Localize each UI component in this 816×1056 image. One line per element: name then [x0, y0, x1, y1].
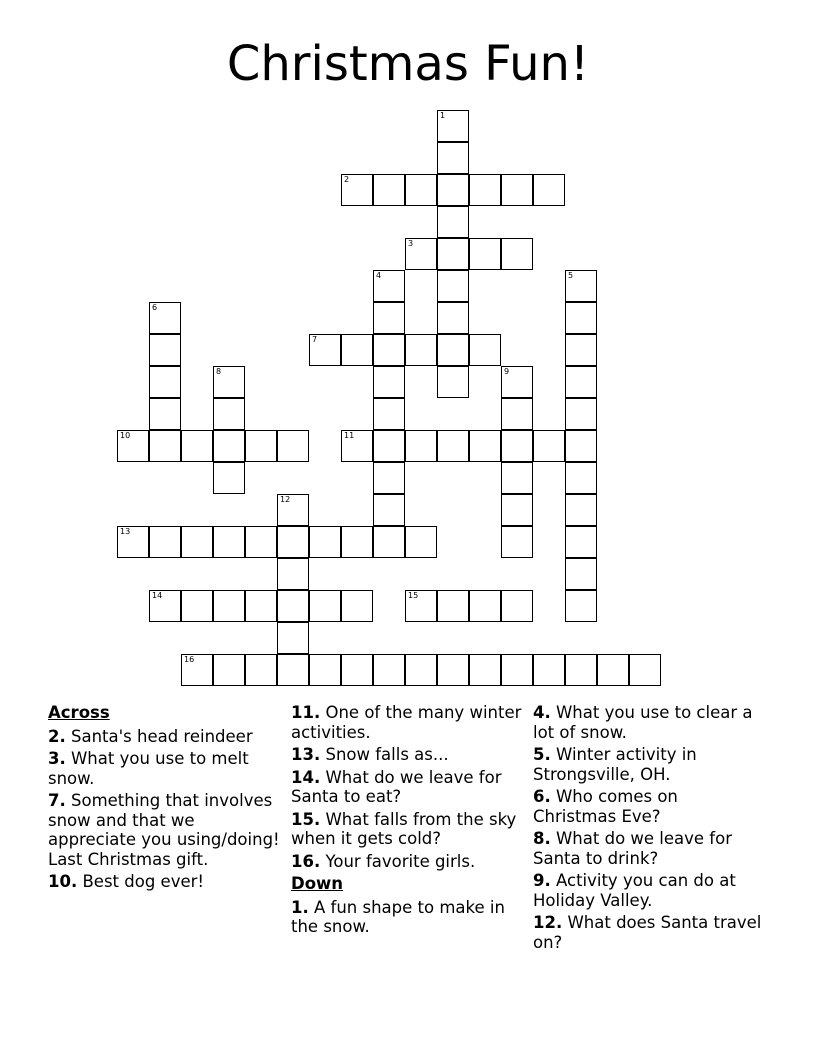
letter-input[interactable] [438, 303, 468, 333]
grid-cell[interactable] [373, 334, 405, 366]
clue-number-label: 14. [291, 767, 321, 787]
grid-cell[interactable] [565, 590, 597, 622]
letter-input[interactable] [438, 175, 468, 205]
grid-cell[interactable] [565, 430, 597, 462]
grid-cell[interactable] [469, 174, 501, 206]
letter-input[interactable] [374, 463, 404, 493]
clue-text: What do we leave for Santa to drink? [533, 829, 732, 868]
letter-input[interactable] [342, 655, 372, 685]
letter-input[interactable] [502, 463, 532, 493]
grid-cell[interactable] [501, 590, 533, 622]
grid-cell[interactable] [405, 526, 437, 558]
letter-input[interactable] [118, 431, 148, 461]
letter-input[interactable] [502, 527, 532, 557]
clue-number: 11 [344, 431, 355, 440]
grid-cell[interactable] [149, 302, 181, 334]
puzzle-title: Christmas Fun! [226, 36, 590, 92]
letter-input[interactable] [342, 527, 372, 557]
clue-number-label: 11. [291, 703, 321, 722]
letter-input[interactable] [406, 335, 436, 365]
letter-input[interactable] [406, 527, 436, 557]
letter-input[interactable] [566, 367, 596, 397]
clue-number-label: 4. [533, 703, 551, 722]
letter-input[interactable] [278, 495, 308, 525]
clue-number: 3 [408, 239, 414, 248]
letter-input[interactable] [438, 271, 468, 301]
letter-input[interactable] [566, 495, 596, 525]
letter-input[interactable] [182, 655, 212, 685]
letter-input[interactable] [566, 431, 596, 461]
grid-cell[interactable] [309, 334, 341, 366]
letter-input[interactable] [214, 591, 244, 621]
grid-cell[interactable] [565, 558, 597, 590]
letter-input[interactable] [374, 431, 404, 461]
clue-item [533, 703, 765, 742]
grid-cell[interactable] [181, 590, 213, 622]
letter-input[interactable] [246, 591, 276, 621]
letter-input[interactable] [502, 367, 532, 397]
letter-input[interactable] [566, 271, 596, 301]
clue-number: 4 [376, 271, 382, 280]
letter-input[interactable] [374, 399, 404, 429]
clue-item [533, 829, 765, 868]
clue-item [291, 810, 523, 849]
letter-input[interactable] [502, 495, 532, 525]
grid-cell[interactable] [437, 590, 469, 622]
clue-item [533, 787, 765, 826]
letter-input[interactable] [534, 175, 564, 205]
clue-text: What does Santa travel on? [533, 913, 762, 952]
letter-input[interactable] [406, 239, 436, 269]
clue-number-label: 3. [48, 749, 66, 768]
clue-text: Your favorite girls. [320, 851, 476, 871]
grid-cell[interactable] [533, 174, 565, 206]
grid-cell[interactable] [437, 366, 469, 398]
grid-cell[interactable] [341, 430, 373, 462]
clue-number-label: 9. [533, 871, 551, 890]
letter-input[interactable] [566, 399, 596, 429]
grid-cell[interactable] [437, 302, 469, 334]
clues-column-3 [533, 703, 765, 955]
letter-input[interactable] [502, 239, 532, 269]
grid-cell[interactable] [501, 654, 533, 686]
letter-input[interactable] [470, 431, 500, 461]
grid-cell[interactable] [405, 430, 437, 462]
grid-cell[interactable] [245, 430, 277, 462]
letter-input[interactable] [470, 655, 500, 685]
clue-number: 9 [504, 367, 510, 376]
clue-text: A fun shape to make in the snow. [291, 897, 505, 936]
grid-cell[interactable] [501, 174, 533, 206]
grid-cell[interactable] [565, 302, 597, 334]
grid-cell[interactable] [469, 334, 501, 366]
grid-cell[interactable] [533, 654, 565, 686]
letter-input[interactable] [374, 303, 404, 333]
grid-cell[interactable] [597, 654, 629, 686]
letter-input[interactable] [534, 655, 564, 685]
grid-cell[interactable] [245, 654, 277, 686]
grid-cell[interactable] [277, 622, 309, 654]
grid-cell[interactable] [469, 430, 501, 462]
letter-input[interactable] [438, 431, 468, 461]
letter-input[interactable] [438, 239, 468, 269]
grid-cell[interactable] [373, 302, 405, 334]
grid-cell[interactable] [213, 526, 245, 558]
clue-number: 7 [312, 335, 318, 344]
clue-item [533, 745, 765, 784]
letter-input[interactable] [342, 175, 372, 205]
letter-input[interactable] [566, 303, 596, 333]
grid-cell[interactable] [565, 654, 597, 686]
grid-cell[interactable] [501, 430, 533, 462]
grid-cell[interactable] [405, 174, 437, 206]
clue-item [533, 871, 765, 910]
letter-input[interactable] [342, 431, 372, 461]
letter-input[interactable] [470, 239, 500, 269]
grid-cell[interactable] [213, 462, 245, 494]
grid-cell[interactable] [565, 366, 597, 398]
letter-input[interactable] [374, 655, 404, 685]
grid-cell[interactable] [373, 398, 405, 430]
letter-input[interactable] [374, 175, 404, 205]
clue-heading: Across [48, 703, 110, 722]
grid-cell[interactable] [373, 526, 405, 558]
clue-number-label: 8. [533, 829, 551, 848]
letter-input[interactable] [150, 399, 180, 429]
grid-cell[interactable] [373, 430, 405, 462]
letter-input[interactable] [214, 463, 244, 493]
clue-number: 8 [216, 367, 222, 376]
letter-input[interactable] [214, 655, 244, 685]
letter-input[interactable] [566, 591, 596, 621]
grid-cell[interactable] [533, 430, 565, 462]
letter-input[interactable] [310, 335, 340, 365]
grid-cell[interactable] [437, 238, 469, 270]
grid-cell[interactable] [149, 590, 181, 622]
grid-cell[interactable] [277, 430, 309, 462]
grid-cell[interactable] [469, 590, 501, 622]
clue-text: Santa's head reindeer [65, 726, 253, 746]
clue-number-label: 6. [533, 787, 551, 806]
grid-cell[interactable] [213, 590, 245, 622]
letter-input[interactable] [374, 335, 404, 365]
letter-input[interactable] [246, 655, 276, 685]
clue-item [291, 703, 523, 742]
grid-cell[interactable] [341, 654, 373, 686]
clue-text: What you use to melt snow. [48, 749, 249, 788]
grid-cell[interactable] [565, 462, 597, 494]
grid-cell[interactable] [341, 526, 373, 558]
letter-input[interactable] [150, 303, 180, 333]
clue-number: 10 [120, 431, 131, 440]
letter-input[interactable] [278, 527, 308, 557]
grid-cell[interactable] [437, 334, 469, 366]
letter-input[interactable] [374, 495, 404, 525]
letter-input[interactable] [470, 175, 500, 205]
letter-input[interactable] [150, 591, 180, 621]
clue-item [48, 727, 280, 747]
grid-cell[interactable] [149, 398, 181, 430]
clue-heading: Down [291, 874, 344, 893]
letter-input[interactable] [502, 175, 532, 205]
grid-cell[interactable] [501, 462, 533, 494]
grid-cell[interactable] [405, 334, 437, 366]
clue-number: 14 [152, 591, 163, 600]
grid-cell[interactable] [213, 430, 245, 462]
clue-text: Who comes on Christmas Eve? [533, 787, 678, 826]
letter-input[interactable] [438, 591, 468, 621]
clue-number-label: 5. [533, 745, 551, 764]
letter-input[interactable] [310, 655, 340, 685]
grid-cell[interactable] [245, 590, 277, 622]
letter-input[interactable] [438, 335, 468, 365]
grid-cell[interactable] [181, 526, 213, 558]
grid-cell[interactable] [437, 430, 469, 462]
grid-cell[interactable] [149, 334, 181, 366]
letter-input[interactable] [278, 591, 308, 621]
grid-cell[interactable] [501, 238, 533, 270]
clue-number-label: 13. [291, 745, 321, 764]
letter-input[interactable] [150, 527, 180, 557]
clue-item [291, 852, 523, 872]
clue-item [48, 872, 280, 892]
grid-cell[interactable] [341, 174, 373, 206]
clue-text: Winter activity in Strongsville, OH. [533, 745, 697, 784]
clue-number-label: 7. [48, 791, 66, 810]
clue-number: 15 [408, 591, 419, 600]
clue-number: 1 [440, 111, 446, 120]
clue-number: 16 [184, 655, 195, 664]
letter-input[interactable] [150, 367, 180, 397]
clue-text: Best dog ever! [77, 872, 205, 891]
grid-cell[interactable] [181, 430, 213, 462]
letter-input[interactable] [502, 655, 532, 685]
clue-text: Activity you can do at Holiday Valley. [533, 871, 736, 910]
grid-cell[interactable] [373, 270, 405, 302]
clue-number: 13 [120, 527, 131, 536]
clue-item [48, 749, 280, 788]
clue-text: What falls from the sky when it gets cold? [291, 809, 517, 848]
grid-cell[interactable] [437, 654, 469, 686]
clue-number-label: 10. [48, 872, 78, 891]
letter-input[interactable] [406, 431, 436, 461]
letter-input[interactable] [342, 591, 372, 621]
letter-input[interactable] [438, 655, 468, 685]
clue-number-label: 12. [533, 913, 563, 932]
grid-cell[interactable] [437, 270, 469, 302]
grid-cell[interactable] [277, 590, 309, 622]
grid-cell[interactable] [629, 654, 661, 686]
letter-input[interactable] [214, 527, 244, 557]
letter-input[interactable] [214, 367, 244, 397]
letter-input[interactable] [534, 431, 564, 461]
grid-cell[interactable] [277, 558, 309, 590]
clue-text: What do we leave for Santa to eat? [291, 767, 502, 806]
clue-item [291, 898, 523, 937]
clue-text: What you use to clear a lot of snow. [533, 703, 753, 742]
grid-cell[interactable] [149, 526, 181, 558]
clue-number: 12 [280, 495, 291, 504]
letter-input[interactable] [214, 431, 244, 461]
clue-number-label: 2. [48, 726, 66, 746]
clue-item [48, 791, 280, 869]
grid-cell[interactable] [437, 142, 469, 174]
letter-input[interactable] [502, 399, 532, 429]
letter-input[interactable] [438, 367, 468, 397]
letter-input[interactable] [182, 591, 212, 621]
clue-number: 5 [568, 271, 574, 280]
grid-cell[interactable] [341, 334, 373, 366]
letter-input[interactable] [342, 335, 372, 365]
clue-item [291, 768, 523, 807]
grid-cell[interactable] [565, 398, 597, 430]
letter-input[interactable] [630, 655, 660, 685]
letter-input[interactable] [438, 111, 468, 141]
clue-number-label: 15. [291, 809, 321, 829]
clues-column-2 [291, 703, 523, 940]
grid-cell[interactable] [117, 430, 149, 462]
letter-input[interactable] [406, 655, 436, 685]
letter-input[interactable] [374, 271, 404, 301]
grid-cell[interactable] [309, 654, 341, 686]
clue-item [533, 913, 765, 952]
grid-cell[interactable] [213, 654, 245, 686]
letter-input[interactable] [278, 655, 308, 685]
grid-cell[interactable] [373, 174, 405, 206]
letter-input[interactable] [182, 527, 212, 557]
letter-input[interactable] [566, 527, 596, 557]
grid-cell[interactable] [341, 590, 373, 622]
grid-cell[interactable] [469, 654, 501, 686]
letter-input[interactable] [150, 335, 180, 365]
grid-cell[interactable] [149, 430, 181, 462]
letter-input[interactable] [470, 335, 500, 365]
clue-number-label: 16. [291, 851, 321, 871]
letter-input[interactable] [406, 175, 436, 205]
letter-input[interactable] [438, 143, 468, 173]
grid-cell[interactable] [213, 398, 245, 430]
letter-input[interactable] [470, 591, 500, 621]
letter-input[interactable] [374, 527, 404, 557]
grid-cell[interactable] [373, 366, 405, 398]
clue-text: Something that involves snow and that we appreciate you using/doing! Last Christmas gift. [48, 791, 280, 869]
letter-input[interactable] [246, 431, 276, 461]
letter-input[interactable] [182, 431, 212, 461]
letter-input[interactable] [278, 431, 308, 461]
clue-number: 6 [152, 303, 158, 312]
letter-input[interactable] [150, 431, 180, 461]
grid-cell[interactable] [469, 238, 501, 270]
clue-number: 2 [344, 175, 350, 184]
grid-cell[interactable] [213, 366, 245, 398]
grid-cell[interactable] [437, 110, 469, 142]
grid-cell[interactable] [405, 654, 437, 686]
letter-input[interactable] [214, 399, 244, 429]
grid-cell[interactable] [309, 526, 341, 558]
letter-input[interactable] [406, 591, 436, 621]
grid-cell[interactable] [373, 494, 405, 526]
grid-cell[interactable] [373, 654, 405, 686]
clue-text: One of the many winter activities. [291, 703, 522, 742]
clue-item [291, 745, 523, 765]
grid-cell[interactable] [373, 462, 405, 494]
grid-cell[interactable] [565, 334, 597, 366]
letter-input[interactable] [502, 431, 532, 461]
letter-input[interactable] [310, 591, 340, 621]
letter-input[interactable] [438, 207, 468, 237]
grid-cell[interactable] [181, 654, 213, 686]
letter-input[interactable] [598, 655, 628, 685]
grid-cell[interactable] [245, 526, 277, 558]
letter-input[interactable] [310, 527, 340, 557]
grid-cell[interactable] [437, 206, 469, 238]
grid-cell[interactable] [437, 174, 469, 206]
letter-input[interactable] [278, 623, 308, 653]
grid-cell[interactable] [501, 398, 533, 430]
grid-cell[interactable] [277, 494, 309, 526]
grid-cell[interactable] [277, 526, 309, 558]
clues-column-1 [48, 703, 280, 895]
grid-cell[interactable] [565, 494, 597, 526]
letter-input[interactable] [566, 559, 596, 589]
letter-input[interactable] [246, 527, 276, 557]
letter-input[interactable] [566, 655, 596, 685]
letter-input[interactable] [278, 559, 308, 589]
clue-text: Snow falls as... [320, 745, 449, 764]
grid-cell[interactable] [565, 526, 597, 558]
grid-cell[interactable] [405, 238, 437, 270]
grid-cell[interactable] [501, 494, 533, 526]
grid-cell[interactable] [405, 590, 437, 622]
letter-input[interactable] [118, 527, 148, 557]
letter-input[interactable] [502, 591, 532, 621]
letter-input[interactable] [566, 335, 596, 365]
grid-cell[interactable] [565, 270, 597, 302]
letter-input[interactable] [566, 463, 596, 493]
grid-cell[interactable] [501, 366, 533, 398]
grid-cell[interactable] [277, 654, 309, 686]
grid-cell[interactable] [149, 366, 181, 398]
grid-cell[interactable] [117, 526, 149, 558]
grid-cell[interactable] [309, 590, 341, 622]
clue-number-label: 1. [291, 897, 309, 917]
grid-cell[interactable] [501, 526, 533, 558]
letter-input[interactable] [374, 367, 404, 397]
